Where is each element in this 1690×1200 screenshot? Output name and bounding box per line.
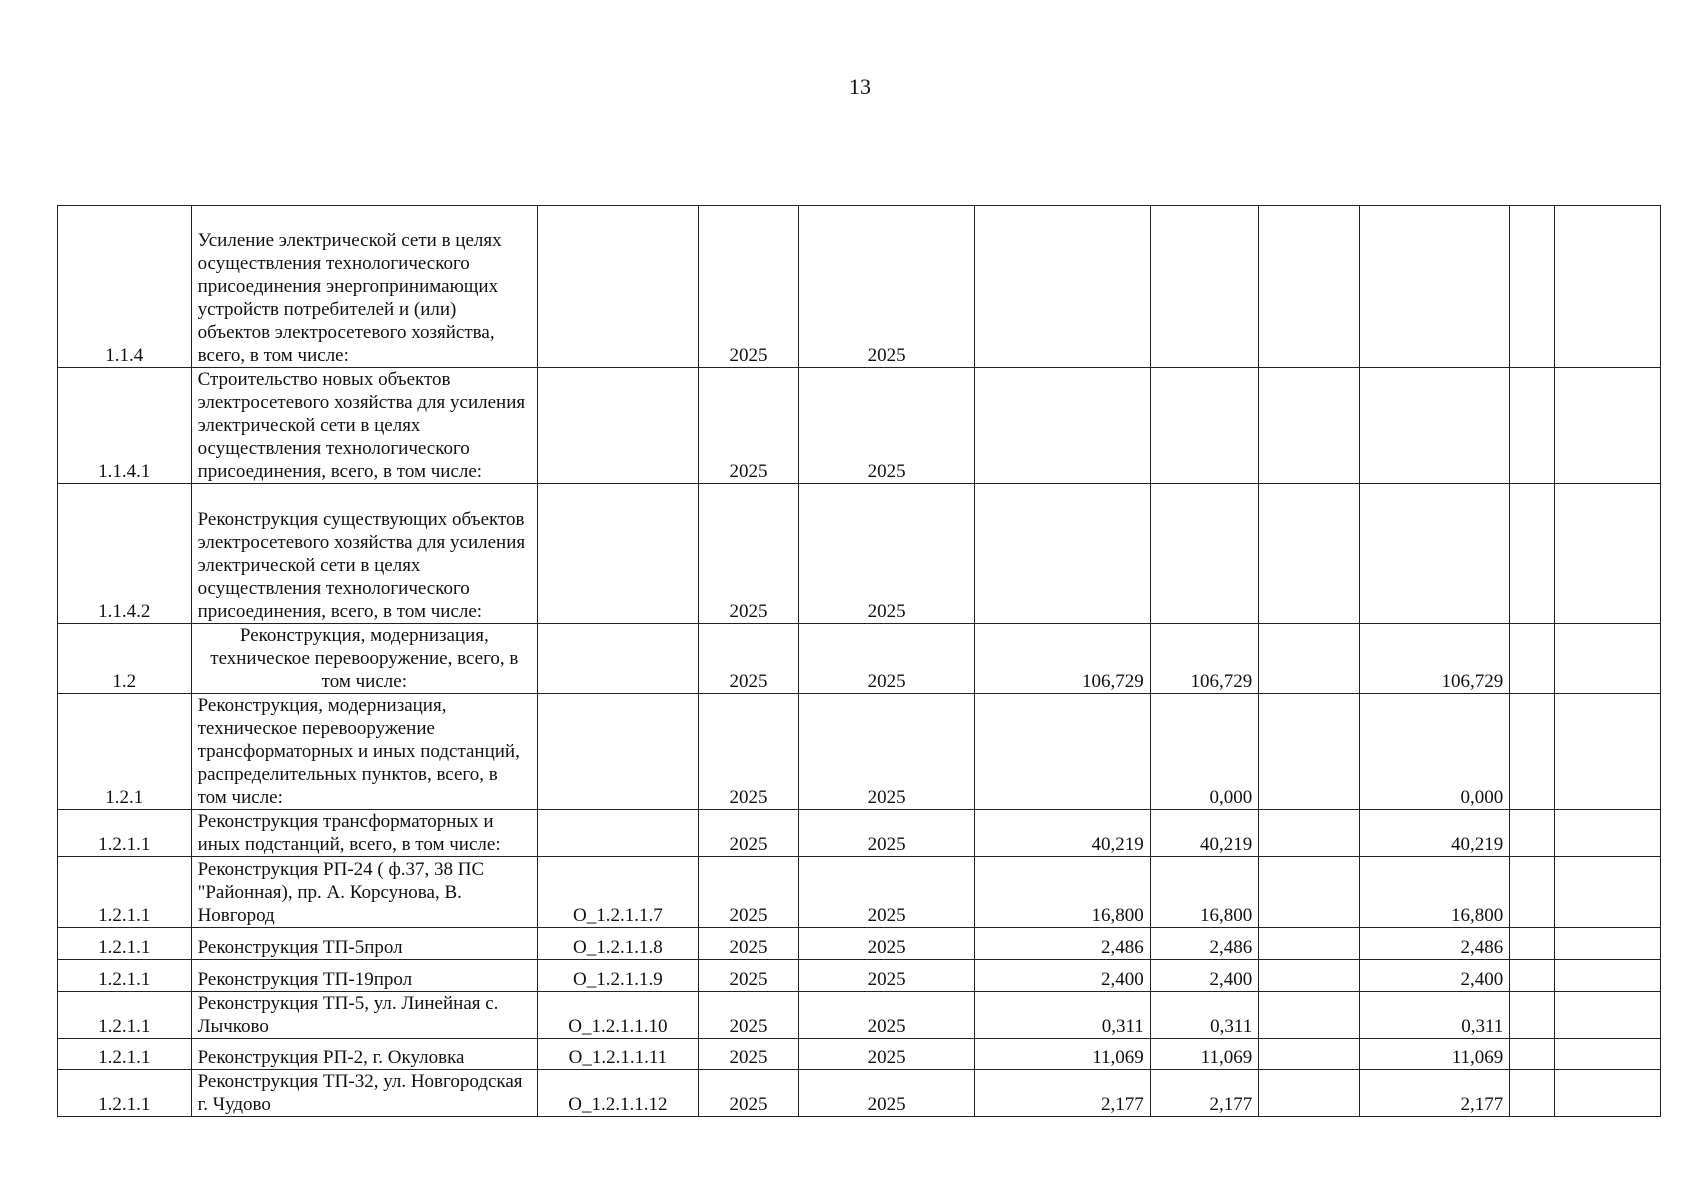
row-value-3 [1259, 694, 1359, 810]
row-year-end: 2025 [799, 624, 975, 694]
row-code [538, 368, 699, 484]
row-code [538, 206, 699, 368]
row-value-5 [1510, 810, 1555, 857]
row-year-start: 2025 [698, 624, 798, 694]
row-year-start: 2025 [698, 857, 798, 928]
row-value-6 [1555, 992, 1661, 1039]
row-value-2: 0,311 [1150, 992, 1258, 1039]
row-value-6 [1555, 810, 1661, 857]
row-value-5 [1510, 1039, 1555, 1070]
row-value-4 [1359, 368, 1510, 484]
row-code [538, 694, 699, 810]
row-number: 1.2.1.1 [58, 928, 192, 960]
row-year-start: 2025 [698, 694, 798, 810]
row-value-3 [1259, 960, 1359, 992]
row-year-end: 2025 [799, 992, 975, 1039]
row-value-1 [974, 484, 1150, 624]
row-value-1: 2,177 [974, 1070, 1150, 1117]
row-value-4: 40,219 [1359, 810, 1510, 857]
row-number: 1.2 [58, 624, 192, 694]
row-value-6 [1555, 694, 1661, 810]
table-body [58, 206, 1661, 1117]
row-name: Усиление электрической сети в целях осуществления технологического присоединения энергопринимающих устройств потребителей и (или) объектов электросетевого хозяйства, всего, в том числе: [191, 206, 538, 368]
page-number: 13 [849, 74, 871, 99]
row-value-3 [1259, 624, 1359, 694]
investment-program-table [57, 205, 1661, 1117]
row-year-start: 2025 [698, 368, 798, 484]
row-value-6 [1555, 1070, 1661, 1117]
row-code: О_1.2.1.1.12 [538, 1070, 699, 1117]
row-value-5 [1510, 368, 1555, 484]
row-code: О_1.2.1.1.8 [538, 928, 699, 960]
row-name: Реконструкция, модернизация, техническое перевооружение трансформаторных и иных подстанций, распределительных пунктов, всего, в том числе: [191, 694, 538, 810]
row-value-6 [1555, 624, 1661, 694]
row-value-5 [1510, 960, 1555, 992]
row-code [538, 484, 699, 624]
row-year-end: 2025 [799, 1039, 975, 1070]
row-year-end: 2025 [799, 206, 975, 368]
row-name: Реконструкция ТП-32, ул. Новгородская г. Чудово [191, 1070, 538, 1117]
row-year-start: 2025 [698, 1070, 798, 1117]
row-value-6 [1555, 206, 1661, 368]
row-value-3 [1259, 810, 1359, 857]
table-row [58, 810, 1661, 857]
row-year-end: 2025 [799, 928, 975, 960]
row-name: Строительство новых объектов электросетевого хозяйства для усиления электрической сети в целях осуществления технологического присоединения, всего, в том числе: [191, 368, 538, 484]
row-value-5 [1510, 857, 1555, 928]
table-row [58, 484, 1661, 624]
row-value-3 [1259, 857, 1359, 928]
row-value-3 [1259, 1039, 1359, 1070]
row-year-end: 2025 [799, 857, 975, 928]
table-row [58, 368, 1661, 484]
row-value-2: 16,800 [1150, 857, 1258, 928]
row-value-3 [1259, 928, 1359, 960]
row-code: О_1.2.1.1.7 [538, 857, 699, 928]
row-year-start: 2025 [698, 928, 798, 960]
row-year-end: 2025 [799, 960, 975, 992]
row-value-6 [1555, 368, 1661, 484]
row-value-4: 2,400 [1359, 960, 1510, 992]
row-year-end: 2025 [799, 694, 975, 810]
row-code [538, 810, 699, 857]
row-value-1: 2,486 [974, 928, 1150, 960]
row-value-2: 2,486 [1150, 928, 1258, 960]
row-name: Реконструкция трансформаторных и иных подстанций, всего, в том числе: [191, 810, 538, 857]
row-value-5 [1510, 992, 1555, 1039]
row-number: 1.1.4.1 [58, 368, 192, 484]
row-value-6 [1555, 928, 1661, 960]
row-number: 1.2.1.1 [58, 810, 192, 857]
table-row [58, 206, 1661, 368]
row-value-3 [1259, 368, 1359, 484]
row-value-2 [1150, 368, 1258, 484]
row-value-1: 106,729 [974, 624, 1150, 694]
row-number: 1.2.1.1 [58, 992, 192, 1039]
row-year-end: 2025 [799, 810, 975, 857]
row-value-6 [1555, 857, 1661, 928]
row-year-start: 2025 [698, 1039, 798, 1070]
row-number: 1.2.1.1 [58, 1070, 192, 1117]
row-number: 1.2.1 [58, 694, 192, 810]
row-name: Реконструкция РП-2, г. Окуловка [191, 1039, 538, 1070]
row-value-2: 106,729 [1150, 624, 1258, 694]
row-value-1: 0,311 [974, 992, 1150, 1039]
row-value-2: 11,069 [1150, 1039, 1258, 1070]
row-number: 1.1.4 [58, 206, 192, 368]
row-value-3 [1259, 1070, 1359, 1117]
row-number: 1.2.1.1 [58, 857, 192, 928]
row-value-1: 40,219 [974, 810, 1150, 857]
row-value-2 [1150, 206, 1258, 368]
row-name: Реконструкция, модернизация, техническое перевооружение, всего, в том числе: [191, 624, 538, 694]
row-value-4 [1359, 206, 1510, 368]
row-year-start: 2025 [698, 810, 798, 857]
row-value-2 [1150, 484, 1258, 624]
row-number: 1.2.1.1 [58, 960, 192, 992]
table-row [58, 1039, 1661, 1070]
row-name: Реконструкция РП-24 ( ф.37, 38 ПС "Районная), пр. А. Корсунова, В. Новгород [191, 857, 538, 928]
row-code [538, 624, 699, 694]
row-value-6 [1555, 484, 1661, 624]
row-value-2: 0,000 [1150, 694, 1258, 810]
row-value-2: 2,400 [1150, 960, 1258, 992]
row-value-5 [1510, 624, 1555, 694]
row-value-2: 40,219 [1150, 810, 1258, 857]
row-value-4 [1359, 484, 1510, 624]
table-row [58, 960, 1661, 992]
row-year-start: 2025 [698, 484, 798, 624]
row-value-3 [1259, 992, 1359, 1039]
row-value-1 [974, 368, 1150, 484]
row-code: О_1.2.1.1.9 [538, 960, 699, 992]
row-year-start: 2025 [698, 960, 798, 992]
row-value-6 [1555, 960, 1661, 992]
row-name: Реконструкция ТП-5, ул. Линейная с. Лычково [191, 992, 538, 1039]
row-value-5 [1510, 928, 1555, 960]
row-value-4: 0,000 [1359, 694, 1510, 810]
table-row [58, 1070, 1661, 1117]
row-value-1: 2,400 [974, 960, 1150, 992]
row-name: Реконструкция существующих объектов электросетевого хозяйства для усиления электрической сети в целях осуществления технологического присоединения, всего, в том числе: [191, 484, 538, 624]
row-year-start: 2025 [698, 206, 798, 368]
row-year-start: 2025 [698, 992, 798, 1039]
row-value-4: 2,177 [1359, 1070, 1510, 1117]
row-name: Реконструкция ТП-5прол [191, 928, 538, 960]
row-value-1: 11,069 [974, 1039, 1150, 1070]
table-row [58, 694, 1661, 810]
row-value-4: 2,486 [1359, 928, 1510, 960]
row-value-5 [1510, 206, 1555, 368]
row-year-end: 2025 [799, 484, 975, 624]
table-row [58, 928, 1661, 960]
table-row [58, 857, 1661, 928]
row-value-4: 16,800 [1359, 857, 1510, 928]
row-code: О_1.2.1.1.11 [538, 1039, 699, 1070]
row-code: О_1.2.1.1.10 [538, 992, 699, 1039]
row-year-end: 2025 [799, 1070, 975, 1117]
row-value-4: 0,311 [1359, 992, 1510, 1039]
row-value-5 [1510, 1070, 1555, 1117]
row-value-6 [1555, 1039, 1661, 1070]
table-row [58, 992, 1661, 1039]
row-number: 1.1.4.2 [58, 484, 192, 624]
table-row [58, 624, 1661, 694]
row-value-5 [1510, 694, 1555, 810]
row-year-end: 2025 [799, 368, 975, 484]
row-value-5 [1510, 484, 1555, 624]
row-value-4: 106,729 [1359, 624, 1510, 694]
row-number: 1.2.1.1 [58, 1039, 192, 1070]
row-value-3 [1259, 206, 1359, 368]
row-value-1 [974, 694, 1150, 810]
row-value-3 [1259, 484, 1359, 624]
row-value-1: 16,800 [974, 857, 1150, 928]
row-value-4: 11,069 [1359, 1039, 1510, 1070]
row-value-1 [974, 206, 1150, 368]
row-value-2: 2,177 [1150, 1070, 1258, 1117]
row-name: Реконструкция ТП-19прол [191, 960, 538, 992]
